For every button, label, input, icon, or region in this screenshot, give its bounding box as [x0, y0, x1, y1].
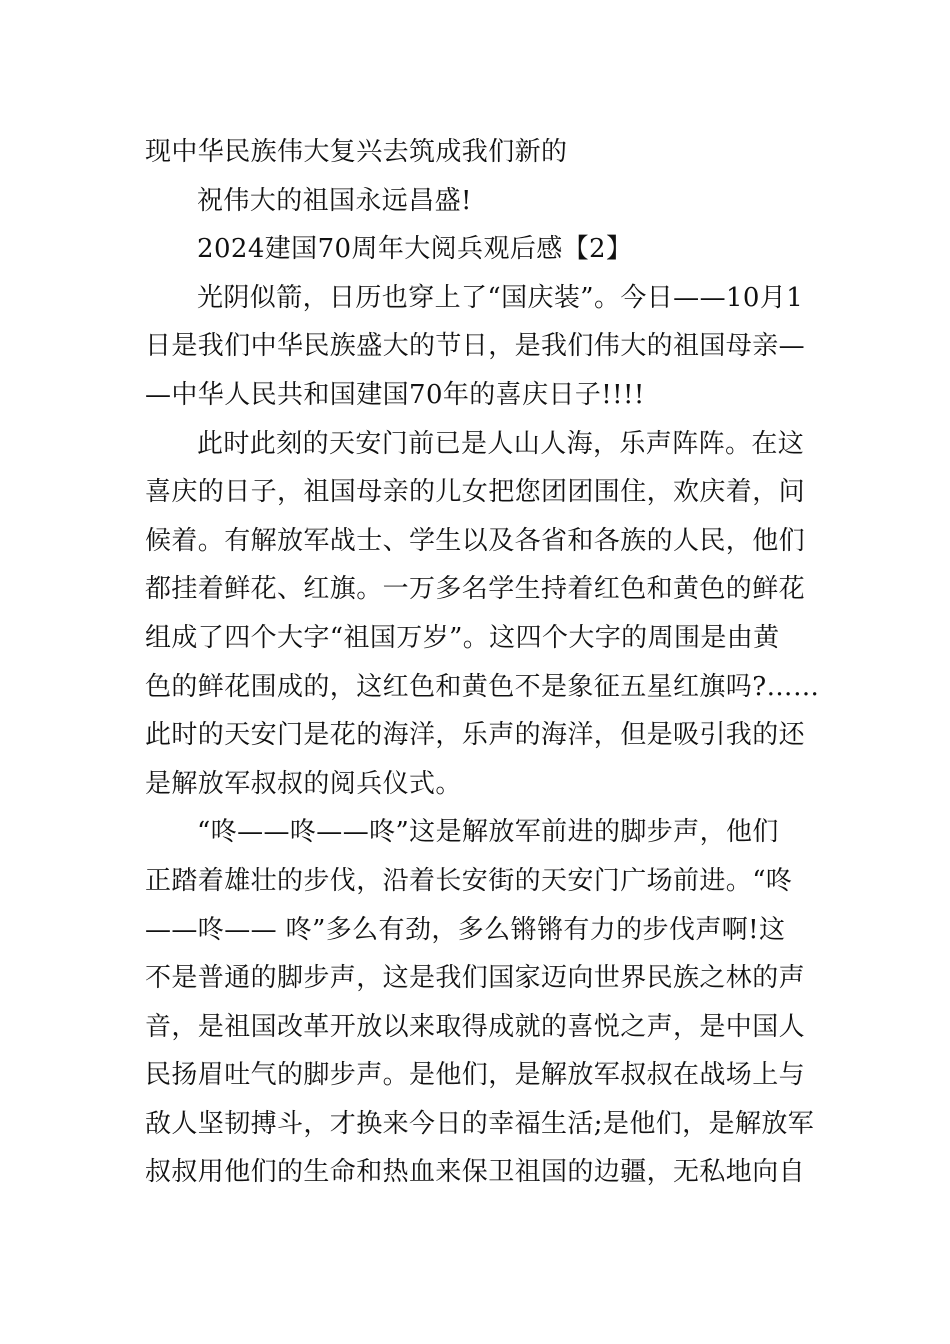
text-line-20: 民扬眉吐气的脚步声。是他们，是解放军叔叔在战场上与 [145, 1060, 806, 1091]
text-line-7: 此时此刻的天安门前已是人山人海，乐声阵阵。在这 [197, 428, 805, 459]
text-line-8: 喜庆的日子，祖国母亲的儿女把您团团围住，欢庆着，问 [145, 477, 806, 508]
body-text [145, 128, 820, 1197]
text-line-15: “咚——咚——咚”这是解放军前进的脚步声，他们 [197, 817, 779, 848]
text-line-13: 此时的天安门是花的海洋，乐声的海洋，但是吸引我的还 [145, 720, 806, 751]
text-line-16: 正踏着雄壮的步伐，沿着长安街的天安门广场前进。“咚 [145, 865, 793, 896]
text-line-11: 组成了四个大字“祖国万岁”。这四个大字的周围是由黄 [145, 622, 780, 653]
text-line-21: 敌人坚韧搏斗，才换来今日的幸福生活;是他们，是解放军 [145, 1108, 815, 1139]
text-line-9: 候着。有解放军战士、学生以及各省和各族的人民，他们 [145, 525, 806, 556]
text-line-14: 是解放军叔叔的阅兵仪式。 [145, 768, 462, 799]
text-line-19: 音，是祖国改革开放以来取得成就的喜悦之声，是中国人 [145, 1011, 806, 1042]
text-line-18: 不是普通的脚步声，这是我们国家迈向世界民族之林的声 [145, 963, 806, 994]
text-line-6: —中华人民共和国建国70年的喜庆日子!!!! [145, 379, 645, 410]
text-line-4: 光阴似箭，日历也穿上了“国庆装”。今日——10月1 [197, 282, 804, 313]
text-line-5: 日是我们中华民族盛大的节日，是我们伟大的祖国母亲— [145, 331, 806, 362]
text-line-17: ——咚—— 咚”多么有劲，多么锵锵有力的步伐声啊!这 [145, 914, 786, 945]
text-line-22: 叔叔用他们的生命和热血来保卫祖国的边疆，无私地向自 [145, 1157, 806, 1188]
text-line-10: 都挂着鲜花、红旗。一万多名学生持着红色和黄色的鲜花 [145, 574, 806, 605]
text-line-2: 祝伟大的祖国永远昌盛! [197, 185, 472, 216]
text-line-12: 色的鲜花围成的，这红色和黄色不是象征五星红旗吗?…… [145, 671, 820, 702]
section-heading: 2024建国70周年大阅兵观后感【2】 [197, 234, 633, 265]
text-line-1: 现中华民族伟大复兴去筑成我们新的 [145, 137, 568, 167]
